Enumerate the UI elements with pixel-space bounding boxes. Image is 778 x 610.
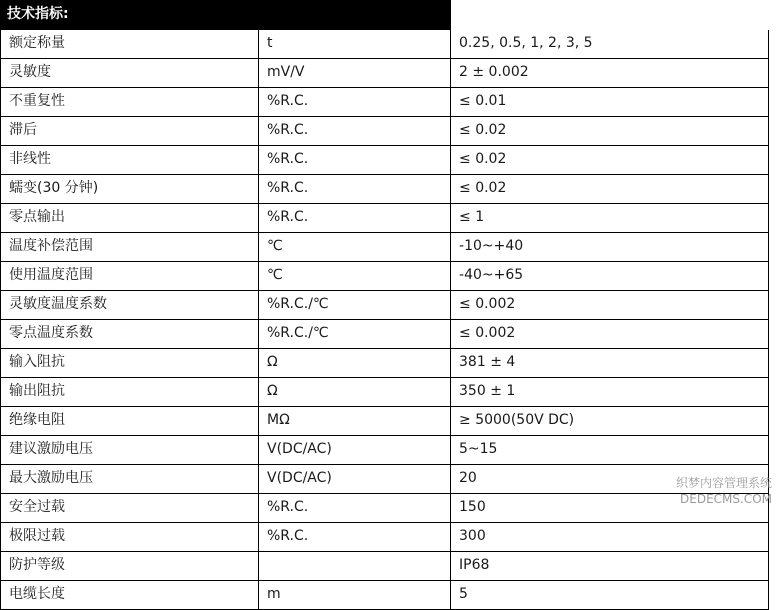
spec-name-cell: 不重复性: [1, 88, 259, 117]
spec-value-cell: 5~15: [451, 436, 769, 465]
spec-name-cell: 绝缘电阻: [1, 407, 259, 436]
table-row: [1, 204, 769, 233]
spec-unit-cell: ℃: [259, 233, 451, 262]
spec-unit-cell: MΩ: [259, 407, 451, 436]
table-row: [1, 349, 769, 378]
spec-name-cell: 蠕变(30 分钟): [1, 175, 259, 204]
spec-name-cell: 滞后: [1, 117, 259, 146]
table-row: [1, 378, 769, 407]
spec-value-cell: 300: [451, 523, 769, 552]
spec-value-cell: ≤ 0.002: [451, 291, 769, 320]
spec-unit-cell: %R.C./℃: [259, 291, 451, 320]
spec-value-cell: 381 ± 4: [451, 349, 769, 378]
spec-unit-cell: %R.C.: [259, 494, 451, 523]
table-row: [1, 175, 769, 204]
spec-name-cell: 输出阻抗: [1, 378, 259, 407]
table-row: [1, 117, 769, 146]
spec-name-cell: 额定称量: [1, 30, 259, 59]
spec-unit-cell: %R.C.: [259, 88, 451, 117]
spec-name-cell: 建议激励电压: [1, 436, 259, 465]
spec-unit-cell: %R.C.: [259, 146, 451, 175]
spec-name-cell: 防护等级: [1, 552, 259, 581]
spec-unit-cell: mV/V: [259, 59, 451, 88]
spec-value-cell: 2 ± 0.002: [451, 59, 769, 88]
spec-name-cell: 零点输出: [1, 204, 259, 233]
table-row: [1, 436, 769, 465]
spec-value-cell: 20: [451, 465, 769, 494]
spec-value-cell: ≤ 0.02: [451, 117, 769, 146]
spec-name-cell: 非线性: [1, 146, 259, 175]
spec-name-cell: 使用温度范围: [1, 262, 259, 291]
spec-unit-cell: %R.C.: [259, 523, 451, 552]
spec-name-cell: 安全过载: [1, 494, 259, 523]
spec-value-cell: 350 ± 1: [451, 378, 769, 407]
table-row: [1, 88, 769, 117]
spec-value-cell: ≤ 0.002: [451, 320, 769, 349]
header-blank-cell: [451, 1, 769, 30]
spec-value-cell: IP68: [451, 552, 769, 581]
spec-name-cell: 极限过载: [1, 523, 259, 552]
spec-value-cell: 5: [451, 581, 769, 610]
spec-value-cell: -10~+40: [451, 233, 769, 262]
spec-value-cell: ≤ 0.01: [451, 88, 769, 117]
spec-unit-cell: t: [259, 30, 451, 59]
table-row: [1, 407, 769, 436]
spec-name-cell: 输入阻抗: [1, 349, 259, 378]
watermark-line-2: DEDECMS.COM: [680, 491, 772, 506]
table-row: [1, 581, 769, 610]
spec-name-cell: 灵敏度温度系数: [1, 291, 259, 320]
spec-value-cell: 0.25, 0.5, 1, 2, 3, 5: [451, 30, 769, 59]
table-row: [1, 465, 769, 494]
watermark-line-1: 织梦内容管理系统: [675, 475, 772, 490]
table-row: [1, 59, 769, 88]
spec-value-cell: ≥ 5000(50V DC): [451, 407, 769, 436]
spec-value-cell: ≤ 0.02: [451, 146, 769, 175]
table-row: [1, 146, 769, 175]
page-title: 技术指标:: [1, 1, 451, 30]
spec-value-cell: 150: [451, 494, 769, 523]
spec-name-cell: 零点温度系数: [1, 320, 259, 349]
table-row: [1, 291, 769, 320]
spec-unit-cell: m: [259, 581, 451, 610]
spec-value-cell: ≤ 0.02: [451, 175, 769, 204]
table-row: [1, 233, 769, 262]
spec-unit-cell: Ω: [259, 378, 451, 407]
spec-unit-cell: [259, 552, 451, 581]
spec-unit-cell: %R.C.: [259, 117, 451, 146]
spec-value-cell: -40~+65: [451, 262, 769, 291]
spec-unit-cell: Ω: [259, 349, 451, 378]
table-row: [1, 523, 769, 552]
spec-unit-cell: %R.C.: [259, 204, 451, 233]
spec-unit-cell: %R.C.: [259, 175, 451, 204]
spec-unit-cell: V(DC/AC): [259, 436, 451, 465]
table-row: [1, 494, 769, 523]
table-row: [1, 262, 769, 291]
table-header-row: [1, 1, 769, 30]
table-row: [1, 30, 769, 59]
spec-unit-cell: V(DC/AC): [259, 465, 451, 494]
spec-unit-cell: ℃: [259, 262, 451, 291]
spec-name-cell: 灵敏度: [1, 59, 259, 88]
table-row: [1, 320, 769, 349]
spec-name-cell: 温度补偿范围: [1, 233, 259, 262]
table-body: [1, 1, 769, 610]
table-row: [1, 552, 769, 581]
spec-value-cell: ≤ 1: [451, 204, 769, 233]
spec-unit-cell: %R.C./℃: [259, 320, 451, 349]
spec-name-cell: 电缆长度: [1, 581, 259, 610]
spec-name-cell: 最大激励电压: [1, 465, 259, 494]
